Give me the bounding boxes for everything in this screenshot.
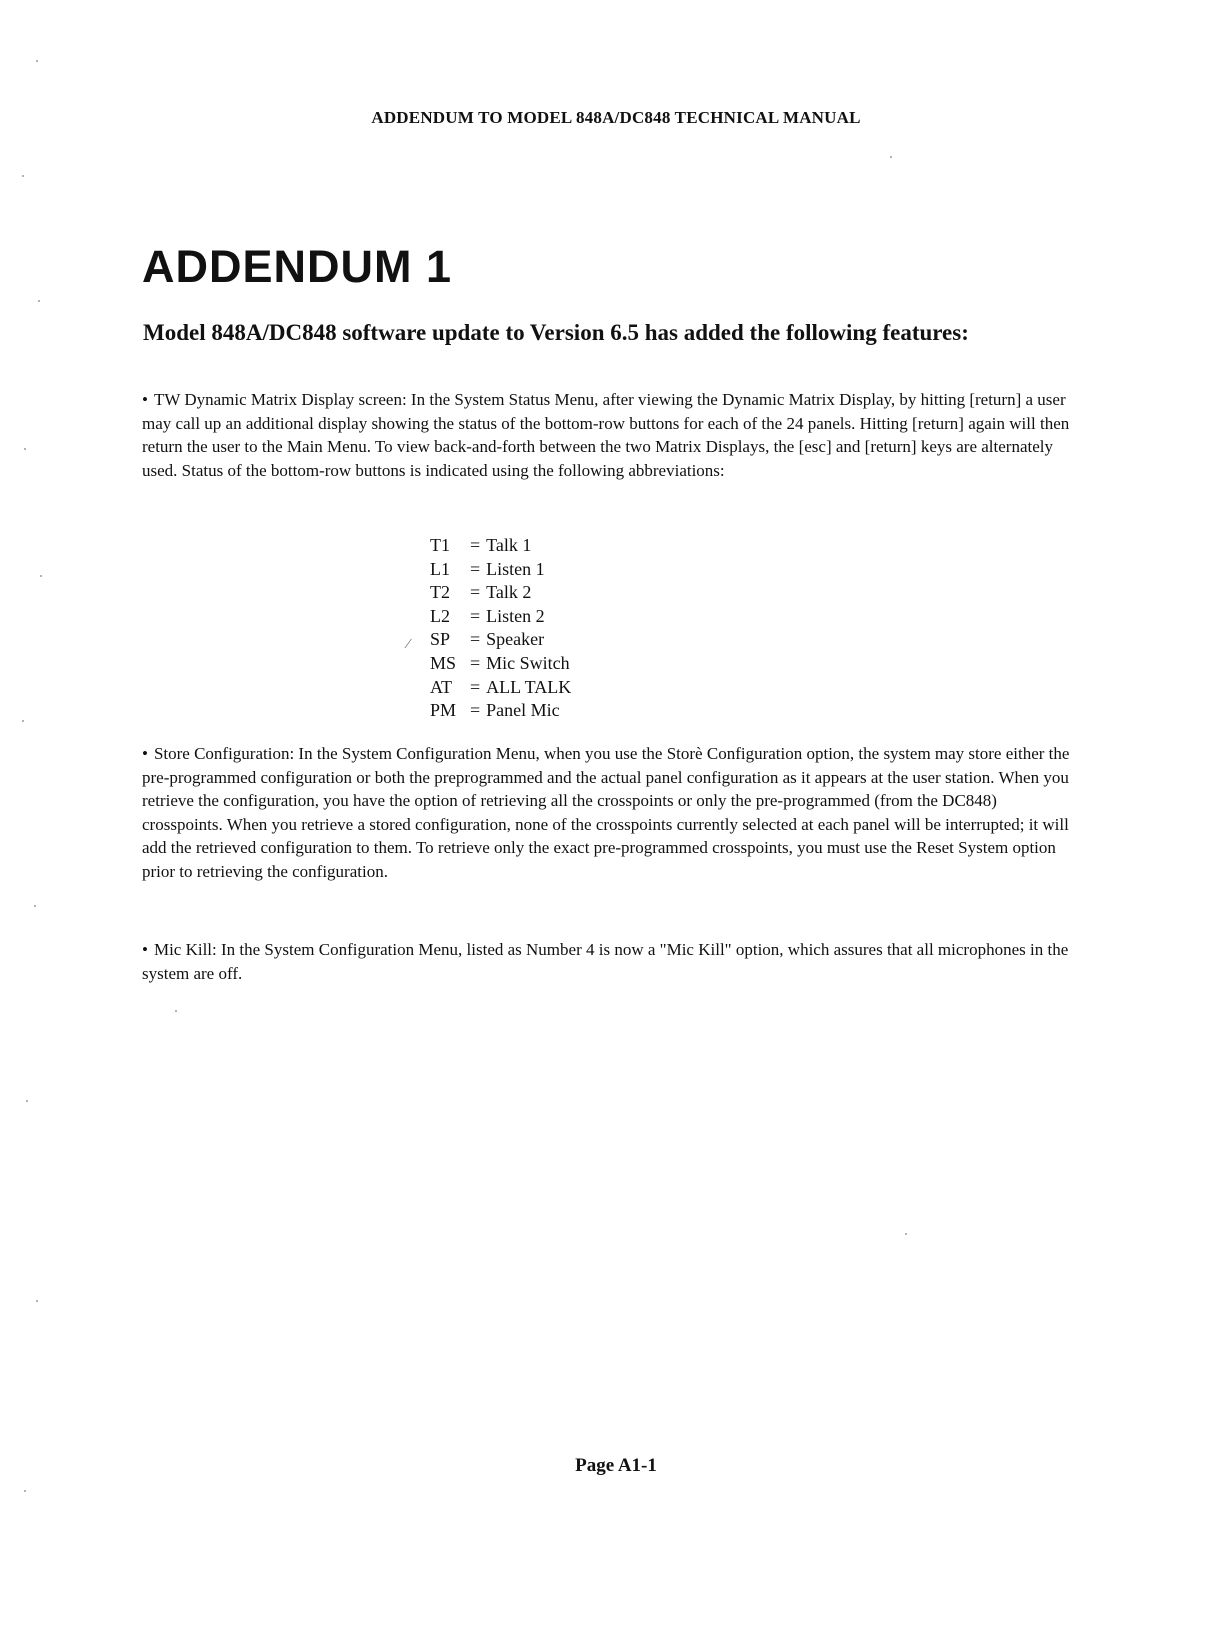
abbreviation-meaning: Listen 1 [486,558,545,579]
abbreviation-meaning: Talk 2 [486,582,532,603]
bullet: • [142,390,148,409]
abbreviation-list [430,534,571,723]
scan-speck [40,575,42,577]
abbreviation-item [430,652,571,676]
abbreviation-item [430,628,571,652]
subtitle: Model 848A/DC848 software update to Version 6.5 has added the following features: [143,320,969,345]
scan-speck [24,1490,26,1492]
section-store-configuration [142,742,1072,884]
abbreviation-code: SP [430,629,451,650]
scan-speck [890,156,892,158]
equals-sign: = [470,582,481,603]
scan-speck [175,1010,177,1012]
section-text: TW Dynamic Matrix Display screen: In the System Status Menu, after viewing the Dynamic Matrix Display, by hitting [return] a user may call up an additional display showing the status of the bottom-row buttons for each of the 24 panels. Hitting [return] again will then return the user to the Main Menu. To view back-and-forth between the two Matrix Displays, the [esc] and [return] keys are alternately used. Status of the bottom-row buttons is indicated using the following abbreviations: [142,390,1070,480]
equals-sign: = [470,676,481,697]
scan-speck [22,720,24,722]
abbreviation-item [430,581,571,605]
abbreviation-meaning: ALL TALK [486,676,572,697]
page-header: ADDENDUM TO MODEL 848A/DC848 TECHNICAL MANUAL [371,108,861,127]
scan-speck [38,300,40,302]
equals-sign: = [470,605,481,626]
abbreviation-meaning: Talk 1 [486,535,532,555]
scan-speck [34,905,36,907]
abbreviation-code: T1 [430,535,450,555]
abbreviation-item [430,605,571,629]
scan-speck [36,60,38,62]
abbreviation-code: MS [430,652,457,673]
abbreviation-item [430,699,571,723]
abbreviation-meaning: Listen 2 [486,605,545,626]
abbreviation-meaning: Speaker [486,629,545,650]
scan-speck [22,175,24,177]
abbreviation-code: PM [430,700,457,721]
scan-speck [36,1300,38,1302]
abbreviation-code: L2 [430,605,450,626]
section-text: Store Configuration: In the System Configuration Menu, when you use the Storè Configuration option, the system may store either the pre-programmed configuration or both the preprogrammed and the actual panel configuration as it appears at the user station. When you retrieve the configuration, you have the option of retrieving all the crosspoints or only the pre-programmed (from the DC848) crosspoints. When you retrieve a stored configuration, none of the crosspoints currently selected at each panel will be interrupted; it will add the retrieved configuration to them. To retrieve only the exact pre-programmed crosspoints, you must use the Reset System option prior to retrieving the configuration. [142,744,1070,881]
abbreviation-item [430,558,571,582]
equals-sign: = [470,652,481,673]
abbreviation-item [430,534,571,558]
scan-speck [26,1100,28,1102]
bullet: • [142,744,148,763]
scan-speck [24,448,26,450]
abbreviation-code: T2 [430,582,450,603]
equals-sign: = [470,629,481,650]
equals-sign: = [470,700,481,721]
section-text: Mic Kill: In the System Configuration Menu, listed as Number 4 is now a "Mic Kill" option, which assures that all microphones in the system are off. [142,940,1069,983]
pen-tick-mark-icon: ∕ [407,637,410,652]
abbreviation-meaning: Mic Switch [486,652,570,673]
section-dynamic-matrix-display [142,388,1072,482]
abbreviation-item [430,676,571,700]
page-number: Page A1-1 [575,1455,657,1476]
bullet: • [142,940,148,959]
equals-sign: = [470,535,481,555]
section-mic-kill [142,938,1072,985]
equals-sign: = [470,558,481,579]
addendum-title: ADDENDUM 1 [142,241,453,292]
abbreviation-code: AT [430,676,452,697]
abbreviation-meaning: Panel Mic [486,700,560,721]
abbreviation-code: L1 [430,558,450,579]
scan-speck [905,1233,907,1235]
